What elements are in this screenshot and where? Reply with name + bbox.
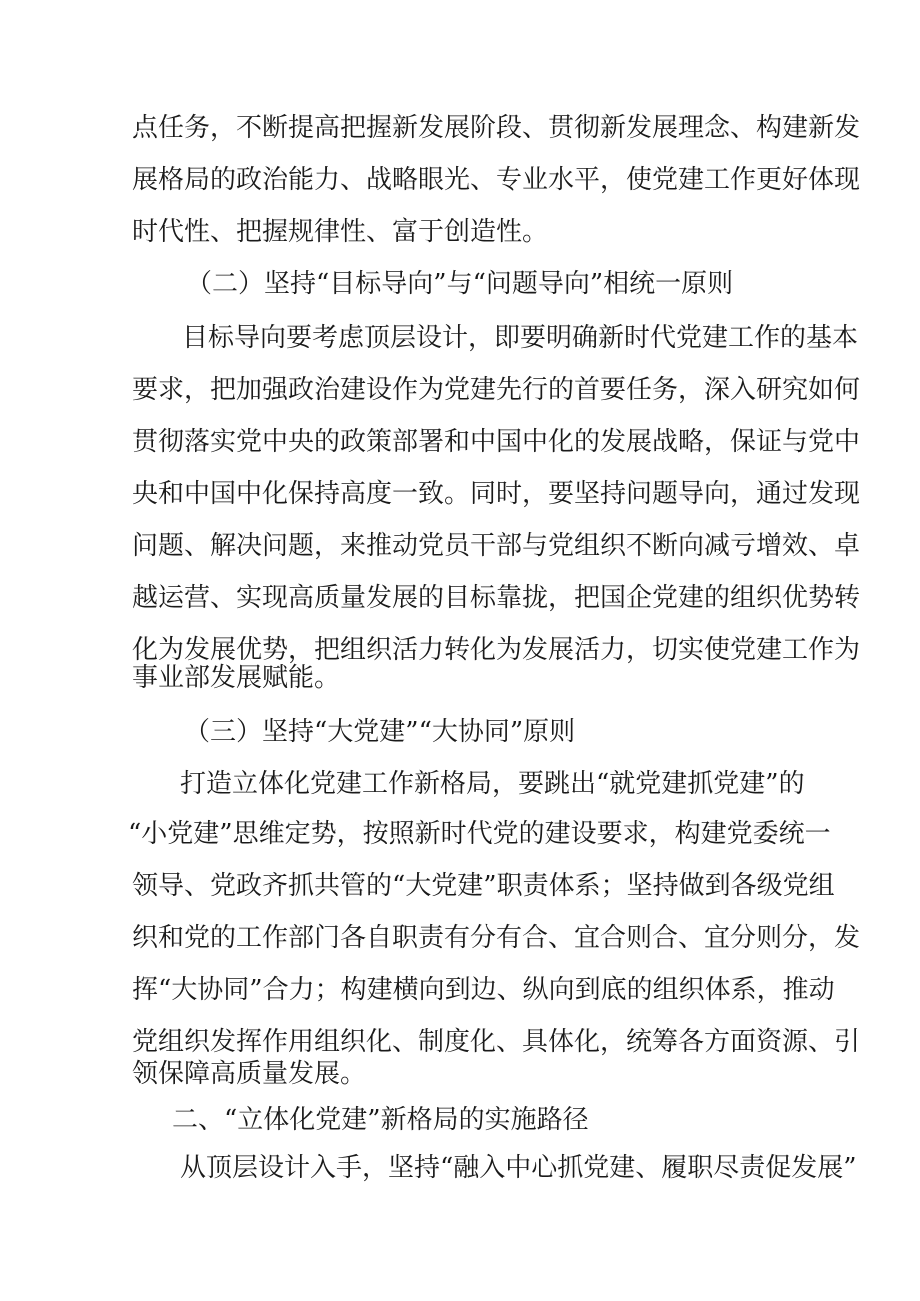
text-line: 党组织发挥作用组织化、制度化、具体化，统筹各方面资源、引	[132, 1027, 861, 1057]
text-line: 挥“大协同”合力；构建横向到边、纵向到底的组织体系，推动	[132, 975, 835, 1005]
text-line: 化为发展优势，把组织活力转化为发展活力，切实使党建工作为	[132, 635, 861, 665]
section-heading: 二、“立体化党建”新格局的实施路径	[172, 1105, 589, 1135]
section-heading: （三）坚持“大党建”“大协同”原则	[184, 717, 576, 747]
text-line: 越运营、实现高质量发展的目标靠拢，把国企党建的组织优势转	[132, 583, 861, 613]
text-line: 事业部发展赋能。	[132, 663, 341, 693]
text-line: 要求，把加强政治建设作为党建先行的首要任务，深入研究如何	[132, 375, 861, 405]
text-line: 目标导向要考虑顶层设计，即要明确新时代党建工作的基本	[182, 323, 859, 353]
text-line: 时代性、把握规律性、富于创造性。	[132, 217, 549, 247]
text-line: 打造立体化党建工作新格局，要跳出“就党建抓党建”的	[180, 769, 805, 799]
text-line: 领导、党政齐抓共管的“大党建”职责体系；坚持做到各级党组	[132, 871, 835, 901]
text-line: 领保障高质量发展。	[132, 1059, 367, 1089]
text-line: “小党建”思维定势，按照新时代党的建设要求，构建党委统一	[128, 819, 831, 849]
section-heading: （二）坚持“目标导向”与“问题导向”相统一原则	[186, 269, 734, 299]
text-line: 问题、解决问题，来推动党员干部与党组织不断向减亏增效、卓	[132, 531, 861, 561]
text-line: 从顶层设计入手，坚持“融入中心抓党建、履职尽责促发展”	[180, 1153, 857, 1183]
text-line: 展格局的政治能力、战略眼光、专业水平，使党建工作更好体现	[132, 165, 861, 195]
text-line: 点任务，不断提高把握新发展阶段、贯彻新发展理念、构建新发	[132, 113, 861, 143]
text-line: 织和党的工作部门各自职责有分有合、宜合则合、宜分则分，发	[132, 923, 861, 953]
text-line: 央和中国中化保持高度一致。同时，要坚持问题导向，通过发现	[132, 479, 861, 509]
text-line: 贯彻落实党中央的政策部署和中国中化的发展战略，保证与党中	[132, 427, 861, 457]
